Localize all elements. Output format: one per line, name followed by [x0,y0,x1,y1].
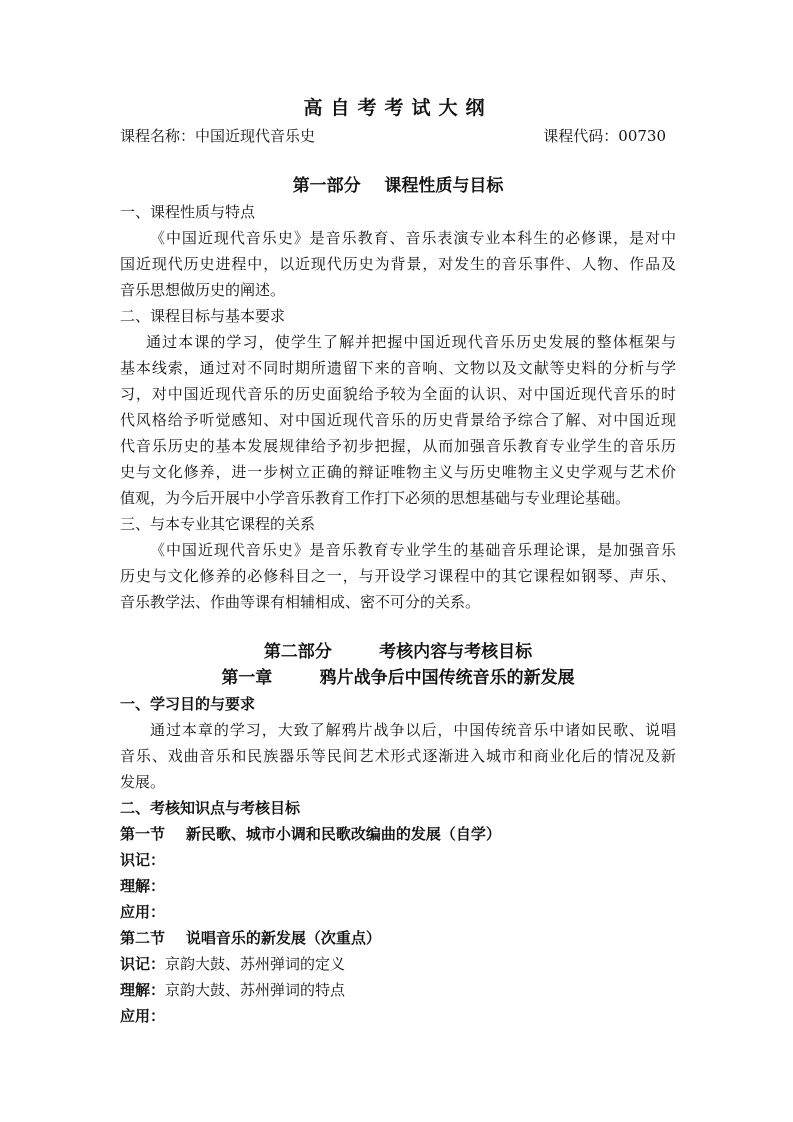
paragraph-line: 通过本章的学习，大致了解鸦片战争以后，中国传统音乐中诸如民歌、说唱 [150,721,676,739]
objective-label: 应用： [120,903,166,921]
paragraph-line: 代风格给予听觉感知、对中国近现代音乐的历史背景给予综合了解、对中国近现 [120,411,676,429]
paragraph-line: 通过本课的学习，使学生了解并把握中国近现代音乐历史发展的整体框架与 [146,333,676,351]
objective-text: 京韵大鼓、苏州弹词的定义 [165,955,346,973]
chapter-heading: 第一章 鸦片战争后中国传统音乐的新发展 [221,668,575,688]
paragraph-line: 史与文化修养，进一步树立正确的辩证唯物主义与历史唯物主义史学观与艺术价 [120,463,676,481]
paragraph-line: 代音乐历史的基本发展规律给予初步把握，从而加强音乐教育专业学生的音乐历 [120,437,676,455]
paragraph-line: 值观，为今后开展中小学音乐教育工作打下必须的思想基础与专业理论基础。 [120,489,631,507]
course-name: 课程名称：中国近现代音乐史 [120,127,316,145]
paragraph-line: 音乐、戏曲音乐和民族器乐等民间艺术形式逐渐进入城市和商业化后的情况及新 [120,747,676,765]
objective-item [120,873,676,899]
section-heading: 一、学习目的与要求 [120,695,256,713]
paragraph-line: 发展。 [120,773,166,791]
course-info [120,123,676,149]
paragraph-line: 基本线索，通过对不同时期所遗留下来的音响、文物以及文献等史料的分析与学 [120,359,676,377]
part1-heading: 第一部分 课程性质与目标 [292,176,504,196]
paragraph-line: 《中国近现代音乐史》是音乐教育、音乐表演专业本科生的必修课，是对中 [150,229,676,247]
objective-label: 识记： [120,955,166,973]
objective-item [120,1003,676,1029]
paragraph-line: 国近现代历史进程中，以近现代历史为背景，对发生的音乐事件、人物、作品及 [120,255,676,273]
paragraph-line: 音乐教学法、作曲等课有相辅相成、密不可分的关系。 [120,593,481,611]
course-code: 课程代码：00730 [543,127,666,145]
subsection-heading: 第二节 说唱音乐的新发展（次重点） [120,929,381,947]
section-heading: 三、与本专业其它课程的关系 [120,515,316,533]
paragraph-line: 历史与文化修养的必修科目之一，与开设学习课程中的其它课程如钢琴、声乐、 [120,567,676,585]
section-heading: 一、课程性质与特点 [120,203,256,221]
objective-label: 理解： [120,981,166,999]
subsection-heading: 第一节 新民歌、城市小调和民歌改编曲的发展（自学） [120,825,501,843]
objective-item [120,951,676,977]
objective-label: 识记： [120,851,166,869]
document-page [120,0,676,1029]
section-heading: 二、考核知识点与考核目标 [120,799,301,817]
section-heading: 二、课程目标与基本要求 [120,307,286,325]
objective-label: 理解： [120,877,166,895]
objective-text: 京韵大鼓、苏州弹词的特点 [165,981,346,999]
paragraph-line: 《中国近现代音乐史》是音乐教育专业学生的基础音乐理论课，是加强音乐 [150,541,676,559]
paragraph-line: 音乐思想做历史的阐述。 [120,281,286,299]
document-title: 高自考考试大纲 [303,97,493,119]
objective-item [120,977,676,1003]
objective-label: 应用： [120,1007,166,1025]
objective-item [120,899,676,925]
part2-heading: 第二部分 考核内容与考核目标 [263,642,533,662]
paragraph-line: 习，对中国近现代音乐的历史面貌给予较为全面的认识、对中国近现代音乐的时 [120,385,676,403]
objective-item [120,847,676,873]
